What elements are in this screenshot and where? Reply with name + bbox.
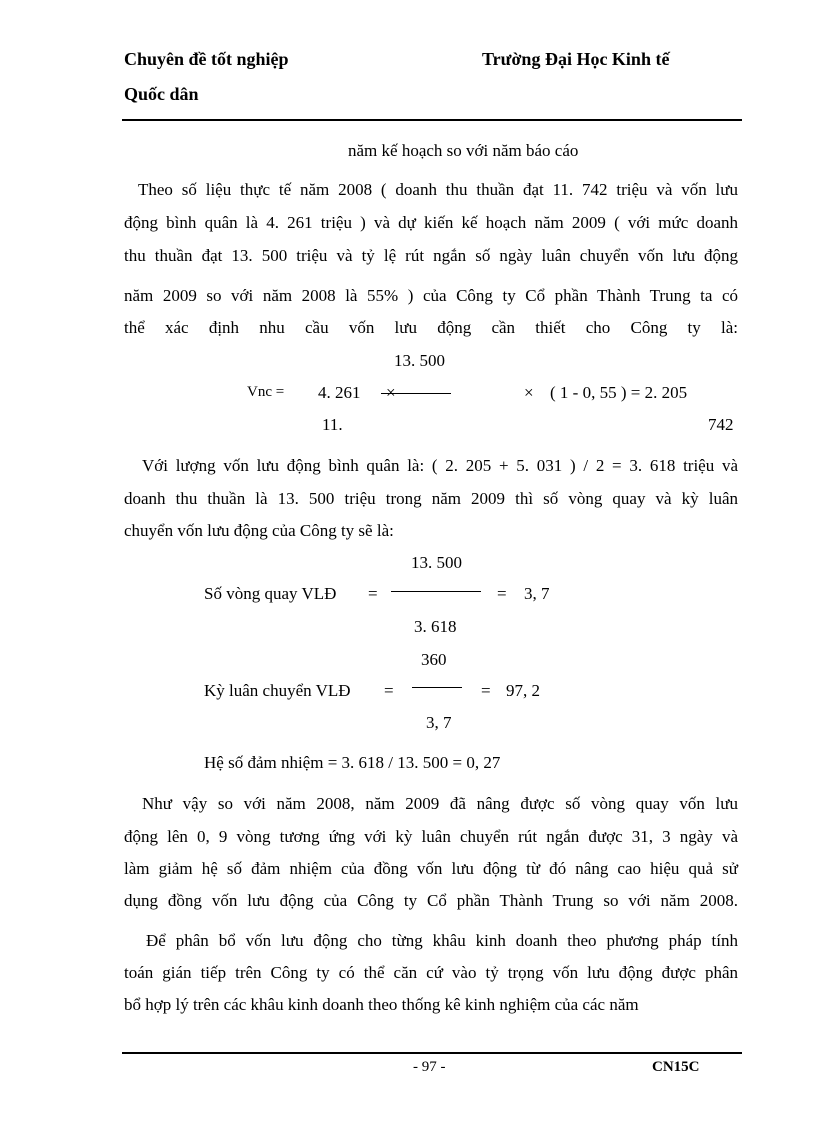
vnc-denominator-right: 742 — [708, 415, 734, 434]
svq-fraction-bar — [391, 591, 481, 592]
svq-equals-2: = — [497, 584, 507, 603]
vnc-rhs: ( 1 - 0, 55 ) = 2. 205 — [550, 383, 688, 402]
para2-line: doanh thu thuần là 13. 500 triệu trong năm 2009 thì số vòng quay và kỳ luân — [124, 489, 738, 508]
header-title-left-line2: Quốc dân — [124, 84, 199, 104]
svq-numerator: 13. 500 — [411, 553, 462, 572]
text-line-center: năm kế hoạch so với năm báo cáo — [348, 141, 579, 160]
para3-line: động lên 0, 9 vòng tương ứng với kỳ luân chuyển rút ngắn được 31, 3 ngày và — [124, 827, 738, 846]
vnc-label: Vnc = — [247, 384, 285, 400]
para1-line: Theo số liệu thực tế năm 2008 ( doanh thu thuần đạt 11. 742 triệu và vốn lưu — [138, 180, 738, 199]
vnc-fraction-bar — [381, 393, 451, 394]
para3-line: Như vậy so với năm 2008, năm 2009 đã nâng được số vòng quay vốn lưu — [142, 794, 738, 813]
para2-line: chuyển vốn lưu động của Công ty sẽ là: — [124, 521, 394, 540]
header-rule — [122, 119, 742, 121]
header-title-left: Chuyên đề tốt nghiệp — [124, 49, 289, 69]
svq-denominator: 3. 618 — [414, 617, 457, 636]
para4-line: toán gián tiếp trên Công ty có thể căn cứ vào tỷ trọng vốn lưu động được phân — [124, 963, 738, 982]
klc-result: 97, 2 — [506, 681, 540, 700]
vnc-denominator-left: 11. — [322, 415, 343, 434]
para1-line: thu thuần đạt 13. 500 triệu và tỷ lệ rút ngắn số ngày luân chuyển vốn lưu động — [124, 246, 738, 265]
svq-result: 3, 7 — [524, 584, 550, 603]
para1-line: động bình quân là 4. 261 triệu ) và dự kiến kế hoạch năm 2009 ( với mức doanh — [124, 213, 738, 232]
para4-line: bổ hợp lý trên các khâu kinh doanh theo thống kê kinh nghiệm của các năm — [124, 995, 639, 1014]
klc-fraction-bar — [412, 687, 462, 688]
he-so-dam-nhiem: Hệ số đảm nhiệm = 3. 618 / 13. 500 = 0, 27 — [204, 753, 501, 772]
header-title-right: Trường Đại Học Kinh tế — [482, 49, 670, 69]
svq-label: Số vòng quay VLĐ — [204, 584, 337, 603]
vnc-a: 4. 261 — [318, 383, 361, 402]
vnc-numerator: 13. 500 — [394, 351, 445, 370]
klc-numerator: 360 — [421, 650, 447, 669]
para4-line: Để phân bổ vốn lưu động cho từng khâu kinh doanh theo phương pháp tính — [146, 931, 738, 950]
svq-equals: = — [368, 584, 378, 603]
klc-equals: = — [384, 681, 394, 700]
klc-equals-2: = — [481, 681, 491, 700]
page-number: - 97 - — [413, 1059, 446, 1075]
para2-line: Với lượng vốn lưu động bình quân là: ( 2. 205 + 5. 031 ) / 2 = 3. 618 triệu và — [142, 456, 738, 475]
para3-line: dụng đồng vốn lưu động của Công ty Cổ phần Thành Trung so với năm 2008. — [124, 891, 738, 910]
klc-label: Kỳ luân chuyển VLĐ — [204, 681, 351, 700]
para3-line: làm giảm hệ số đảm nhiệm của đồng vốn lưu động từ đó nâng cao hiệu quả sử — [124, 859, 738, 878]
klc-denominator: 3, 7 — [426, 713, 452, 732]
footer-code: CN15C — [652, 1059, 700, 1075]
vnc-times-2: × — [524, 383, 534, 402]
para1-line: năm 2009 so với năm 2008 là 55% ) của Công ty Cổ phần Thành Trung ta có — [124, 286, 738, 305]
para1-line: thể xác định nhu cầu vốn lưu động cần thiết cho Công ty là: — [124, 318, 738, 337]
footer-rule — [122, 1052, 742, 1054]
